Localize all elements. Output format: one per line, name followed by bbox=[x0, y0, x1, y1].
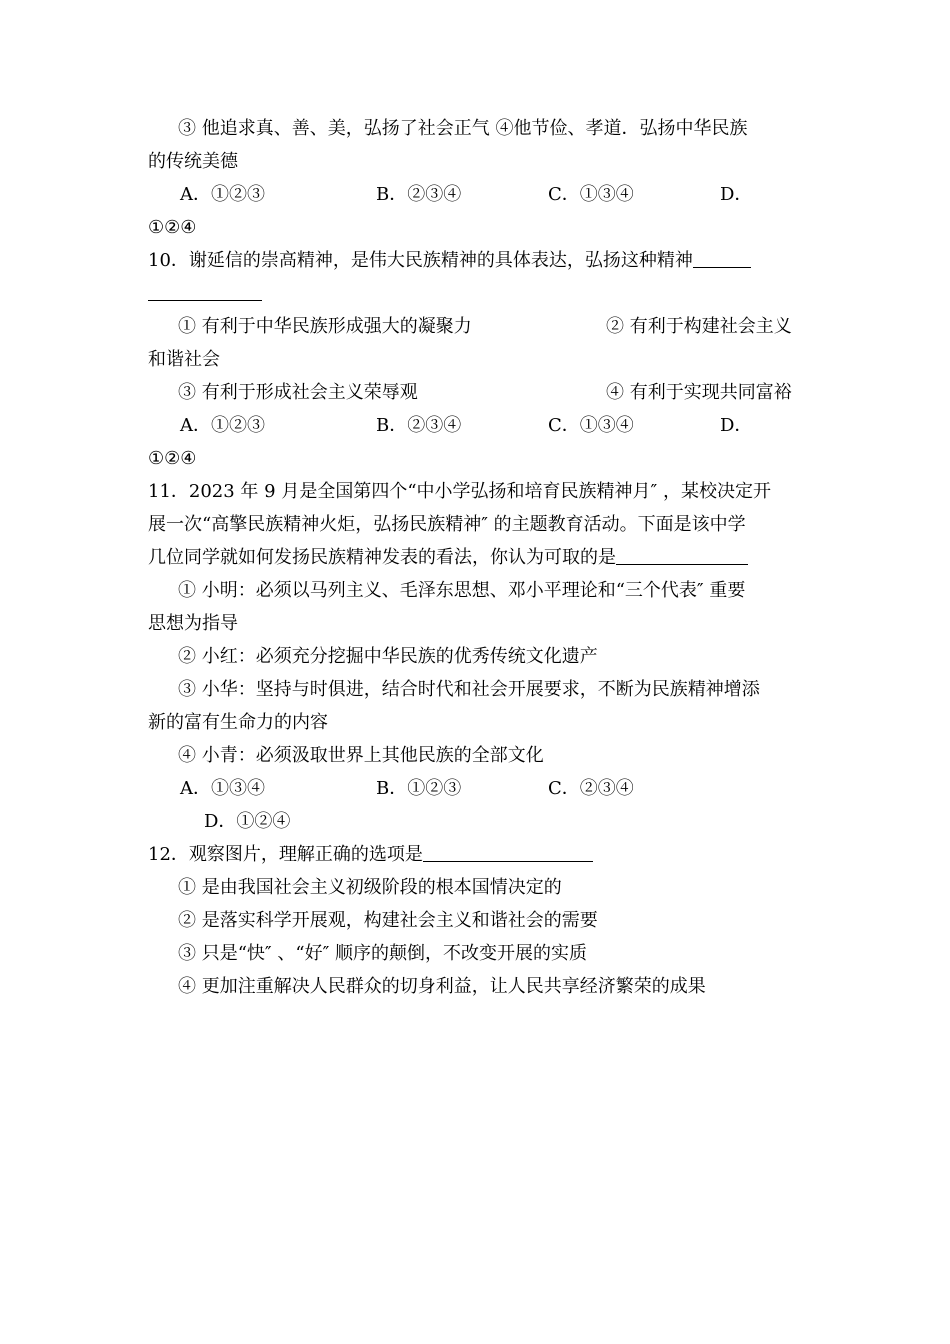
q12-stem-text: 12．观察图片，理解正确的选项是 bbox=[148, 844, 423, 865]
q11-answer-blank[interactable] bbox=[616, 544, 748, 565]
q9-option-a[interactable]: A．①②③ bbox=[180, 184, 265, 205]
q10-statement-3: ③ 有利于形成社会主义荣辱观 bbox=[178, 382, 418, 403]
q12-answer-blank[interactable] bbox=[423, 841, 593, 862]
q12-statement-2: ② 是落实科学开展观，构建社会主义和谐社会的需要 bbox=[178, 910, 598, 931]
document-page bbox=[148, 112, 808, 1003]
q9-option-d[interactable]: D． bbox=[720, 184, 753, 205]
q9-statement-continuation: 的传统美德 bbox=[148, 151, 238, 172]
q9-statement-3-4: ③ 他追求真、善、美，弘扬了社会正气 ④他节俭、孝道．弘扬中华民族 bbox=[178, 118, 748, 139]
q10-option-d[interactable]: D． bbox=[720, 415, 753, 436]
q10-options bbox=[148, 409, 808, 442]
q11-stem-text: 几位同学就如何发扬民族精神发表的看法，你认为可取的是 bbox=[148, 547, 616, 568]
q11-statement-4: ④ 小青：必须汲取世界上其他民族的全部文化 bbox=[178, 745, 544, 766]
q12-statement-4: ④ 更加注重解决人民群众的切身利益，让人民共享经济繁荣的成果 bbox=[178, 976, 706, 997]
q10-stem bbox=[148, 244, 808, 277]
q9-option-b[interactable]: B．②③④ bbox=[376, 184, 462, 205]
q11-stem-line-3 bbox=[148, 541, 808, 574]
q10-statements-1-2 bbox=[148, 310, 808, 343]
q10-option-a[interactable]: A．①②③ bbox=[180, 415, 265, 436]
q10-blank-line bbox=[148, 277, 808, 310]
q11-statement-1-continuation: 思想为指导 bbox=[148, 613, 238, 634]
q11-option-a[interactable]: A．①③④ bbox=[180, 778, 265, 799]
q11-stem-line-2: 展一次“高擎民族精神火炬，弘扬民族精神″ 的主题教育活动。下面是该中学 bbox=[148, 514, 746, 535]
q9-option-c[interactable]: C．①③④ bbox=[548, 184, 634, 205]
q11-statement-2: ② 小红：必须充分挖掘中华民族的优秀传统文化遗产 bbox=[178, 646, 598, 667]
q11-stem-line-1: 11．2023 年 9 月是全国第四个“中小学弘扬和培育民族精神月″ ，某校决定开 bbox=[148, 481, 771, 502]
q12-statement-1: ① 是由我国社会主义初级阶段的根本国情决定的 bbox=[178, 877, 562, 898]
q10-option-b[interactable]: B．②③④ bbox=[376, 415, 462, 436]
q11-option-d[interactable]: D．①②④ bbox=[204, 811, 291, 832]
q10-answer-blank[interactable] bbox=[693, 247, 751, 268]
q12-stem bbox=[148, 838, 808, 871]
q10-statements-3-4 bbox=[148, 376, 808, 409]
q9-option-d-continuation: ①②④ bbox=[148, 217, 197, 238]
q11-option-c[interactable]: C．②③④ bbox=[548, 778, 634, 799]
q9-options bbox=[148, 178, 808, 211]
q10-option-d-continuation: ①②④ bbox=[148, 448, 197, 469]
q10-statement-4: ④ 有利于实现共同富裕 bbox=[606, 382, 792, 403]
q11-options bbox=[148, 772, 808, 805]
q11-statement-3-continuation: 新的富有生命力的内容 bbox=[148, 712, 328, 733]
q10-option-c[interactable]: C．①③④ bbox=[548, 415, 634, 436]
q11-statement-3: ③ 小华：坚持与时俱进，结合时代和社会开展要求，不断为民族精神增添 bbox=[178, 679, 760, 700]
q10-statement-1: ① 有利于中华民族形成强大的凝聚力 bbox=[178, 316, 472, 337]
q10-statement-2: ② 有利于构建社会主义 bbox=[606, 316, 792, 337]
q11-statement-1: ① 小明：必须以马列主义、毛泽东思想、邓小平理论和“三个代表″ 重要 bbox=[178, 580, 746, 601]
q10-stem-text: 10．谢延信的崇高精神，是伟大民族精神的具体表达，弘扬这种精神 bbox=[148, 250, 693, 271]
q10-answer-blank-continued[interactable] bbox=[148, 280, 262, 301]
q11-option-b[interactable]: B．①②③ bbox=[376, 778, 462, 799]
q12-statement-3: ③ 只是“快″ 、“好″ 顺序的颠倒，不改变开展的实质 bbox=[178, 943, 588, 964]
q10-statement-2-continuation: 和谐社会 bbox=[148, 349, 220, 370]
